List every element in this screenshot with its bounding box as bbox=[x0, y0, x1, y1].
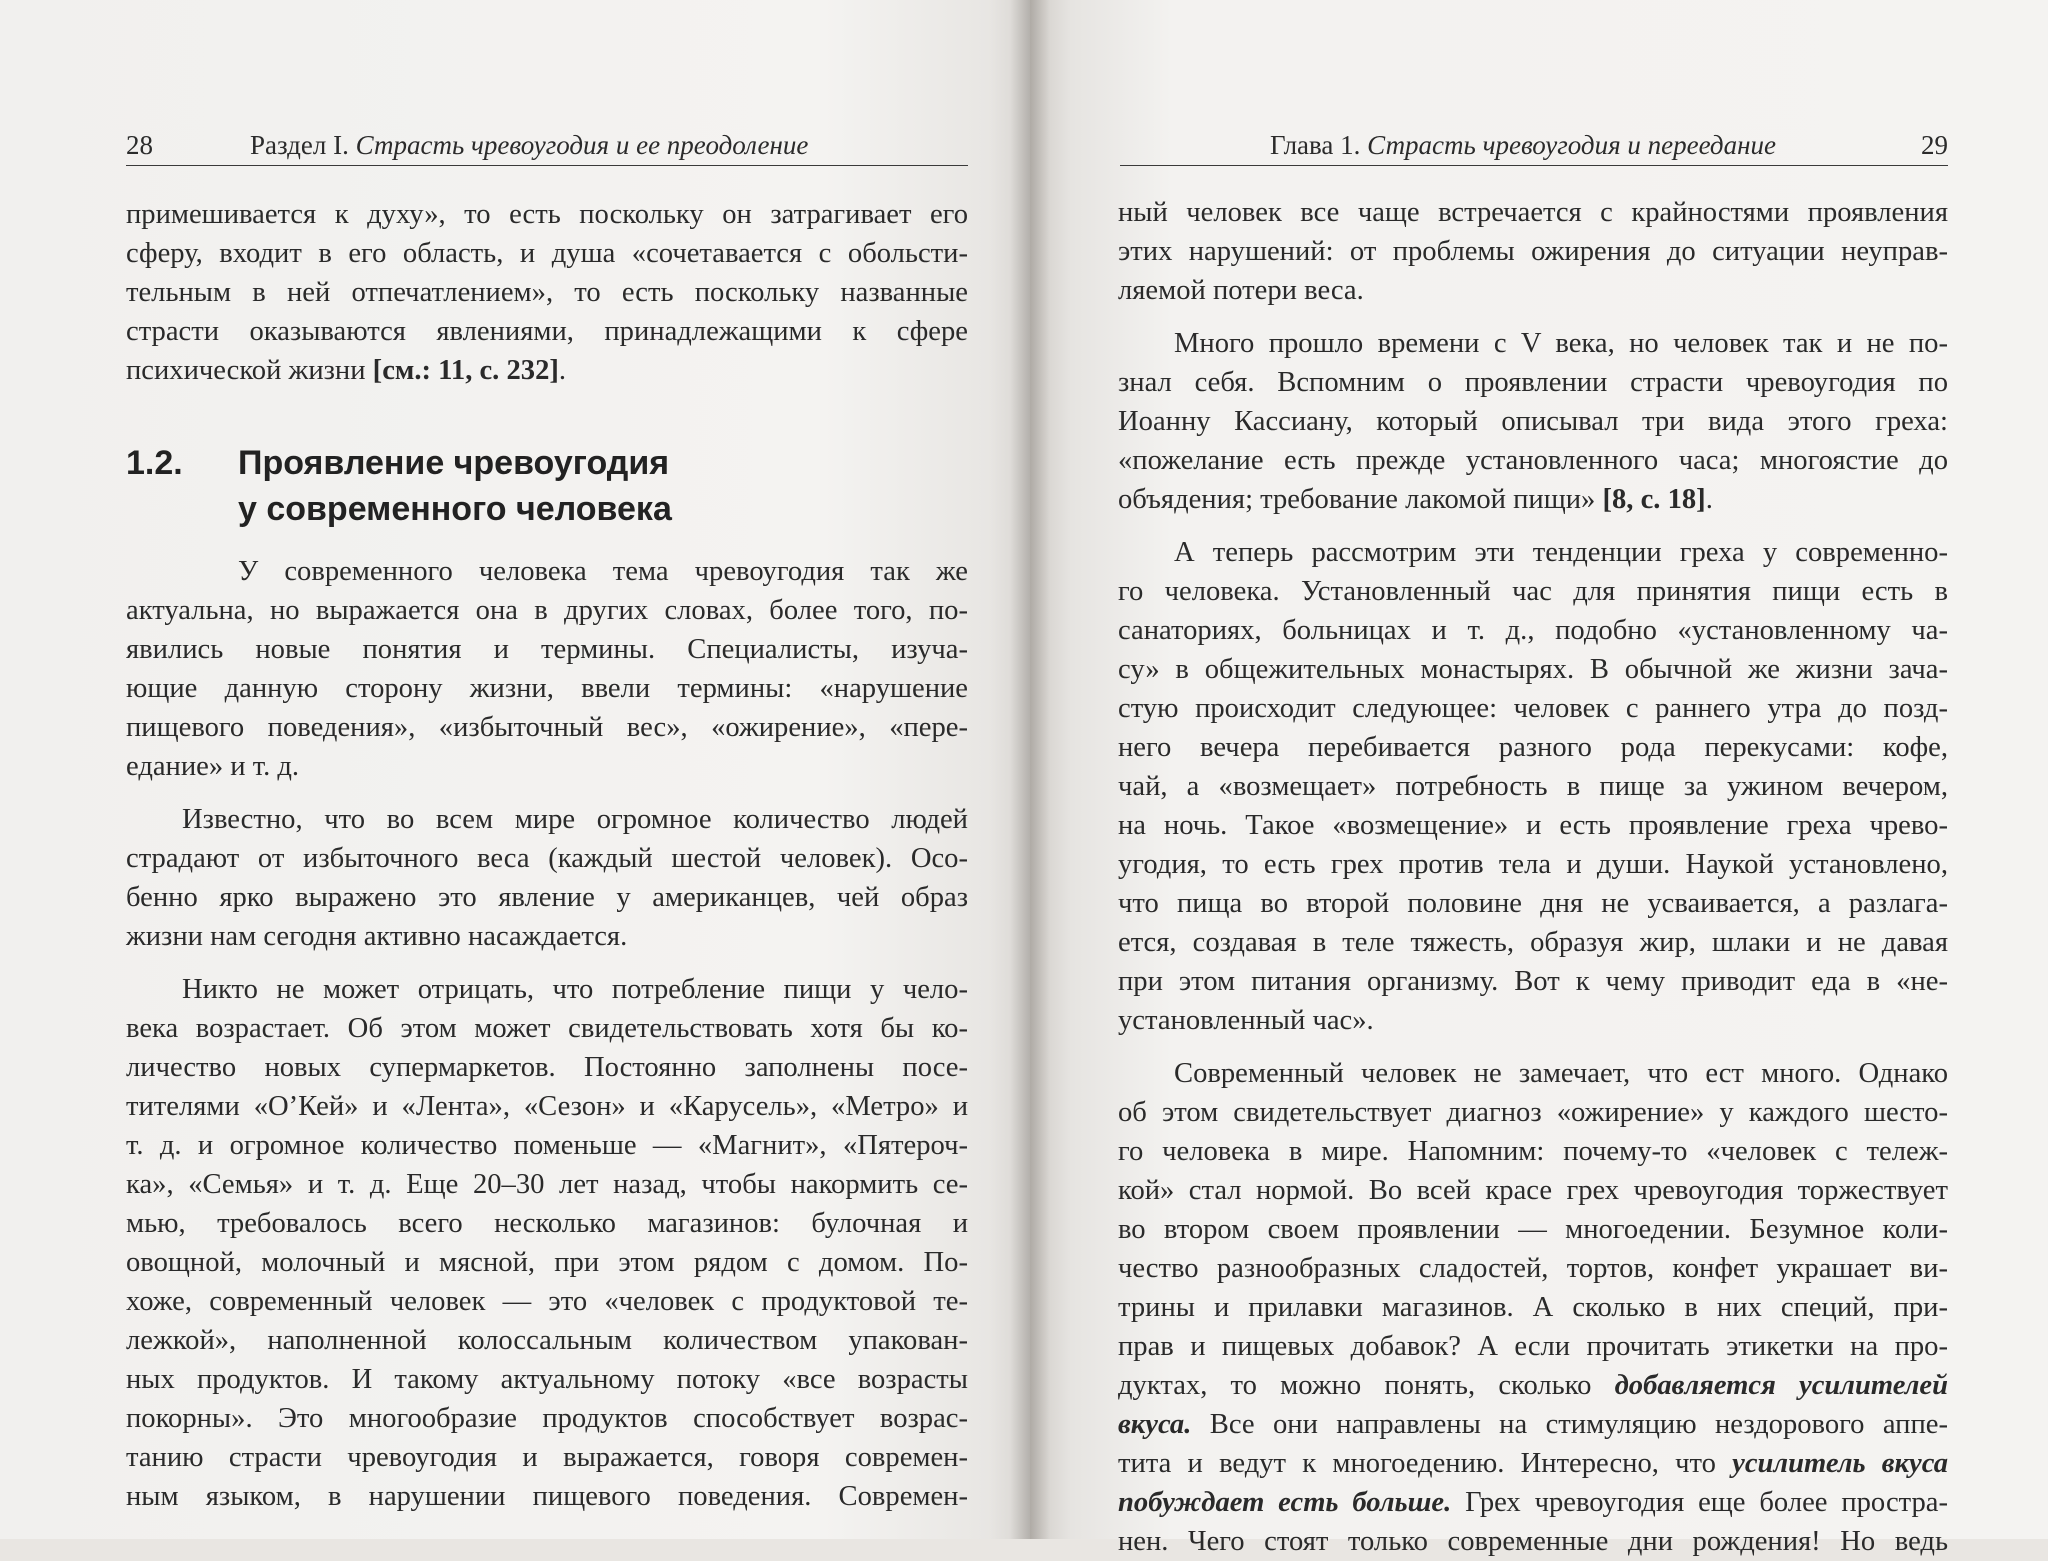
emphasis: побуждает есть больше. bbox=[1118, 1487, 1452, 1518]
text-line: объядения; требование лакомой пищи» [8, с. 18]. bbox=[1118, 484, 1713, 515]
section-title-line: Проявление чревоугодия bbox=[238, 444, 670, 482]
text-line: об этом свидетельствует диагноз «ожирение» у каждого шесто- bbox=[1118, 1097, 1948, 1128]
paragraph bbox=[1118, 1054, 1948, 1561]
text-line: прав и пищевых добавок? А если прочитать этикетки на про- bbox=[1118, 1331, 1948, 1362]
text-line: трины и прилавки магазинов. А сколько в них специй, при- bbox=[1118, 1292, 1948, 1323]
right-running-title: Глава 1. Страсть чревоугодия и переедание bbox=[1270, 130, 1776, 160]
paragraph bbox=[126, 970, 968, 1516]
text-line: при этом питания организму. Вот к чему приводит еда в «не- bbox=[1118, 966, 1948, 997]
text-line: А теперь рассмотрим эти тенденции греха у современно- bbox=[1174, 537, 1948, 568]
left-page-text bbox=[126, 195, 968, 1516]
text-line: установленный час». bbox=[1118, 1005, 1374, 1036]
text-line: ляемой потери веса. bbox=[1118, 275, 1364, 306]
citation: [8, с. 18] bbox=[1602, 484, 1706, 515]
left-running-title: Раздел I. Страсть чревоугодия и ее преодоление bbox=[250, 130, 809, 160]
paragraph bbox=[1118, 533, 1948, 1040]
text-line: едание» и т. д. bbox=[126, 751, 300, 782]
text-line: во втором своем проявлении — многоедении. Безумное коли- bbox=[1118, 1214, 1948, 1245]
text-line: хоже, современный человек — это «человек с продуктовой те- bbox=[126, 1286, 968, 1317]
section-heading bbox=[126, 440, 968, 486]
text-line: танию страсти чревоугодия и выражается, говоря современ- bbox=[126, 1442, 968, 1473]
text-line: побуждает есть больше. Грех чревоугодия еще более простра- bbox=[1118, 1487, 1948, 1518]
left-page-number: 28 bbox=[126, 130, 153, 160]
text-line: чай, а «возмещает» потребность в пище за ужином вечером, bbox=[1118, 771, 1948, 802]
text-line: психической жизни [см.: 11, с. 232]. bbox=[126, 355, 567, 386]
text-line: У современного человека тема чревоугодия так же bbox=[238, 556, 968, 587]
paragraph bbox=[1118, 324, 1948, 519]
text-line: Известно, что во всем мире огромное количество людей bbox=[182, 804, 968, 835]
section-heading-cont bbox=[126, 486, 968, 532]
citation: [см.: 11, с. 232] bbox=[372, 355, 559, 386]
text-line: мью, требовалось всего несколько магазинов: булочная и bbox=[126, 1208, 968, 1239]
paragraph bbox=[126, 552, 968, 786]
text-line: страдают от избыточного веса (каждый шестой человек). Осо- bbox=[126, 843, 968, 874]
paragraph bbox=[1118, 193, 1948, 310]
text-line: су» в общежительных монастырях. В обычной же жизни зача- bbox=[1118, 654, 1948, 685]
right-page-text bbox=[1118, 193, 1948, 1561]
text-line: ным языком, в нарушении пищевого поведения. Современ- bbox=[126, 1481, 968, 1512]
text-line: тита и ведут к многоедению. Интересно, что усилитель вкуса bbox=[1118, 1448, 1948, 1479]
left-running-head bbox=[126, 125, 968, 166]
text-line: Современный человек не замечает, что ест много. Однако bbox=[1174, 1058, 1948, 1089]
text-line: ный человек все чаще встречается с крайностями проявления bbox=[1118, 197, 1948, 228]
text-line: «пожелание есть прежде установленного часа; многоястие до bbox=[1118, 445, 1948, 476]
emphasis: усилитель вкуса bbox=[1732, 1448, 1948, 1479]
text-line: страсти оказываются явлениями, принадлежащими к сфере bbox=[126, 316, 968, 347]
text-line: примешивается к духу», то есть поскольку он затрагивает его bbox=[126, 199, 968, 230]
text-line: Много прошло времени с V века, но человек так и не по- bbox=[1174, 328, 1948, 359]
text-line: покорны». Это многообразие продуктов способствует возрас- bbox=[126, 1403, 968, 1434]
text-line: что пища во второй половине дня не усваивается, а разлага- bbox=[1118, 888, 1948, 919]
text-line: на ночь. Такое «возмещение» и есть проявление греха чрево- bbox=[1118, 810, 1948, 841]
text-line: угодия, то есть грех против тела и души. Наукой установлено, bbox=[1118, 849, 1948, 880]
paragraph bbox=[126, 800, 968, 956]
emphasis: вкуса. bbox=[1118, 1409, 1192, 1440]
text-line: овощной, молочный и мясной, при этом рядом с домом. По- bbox=[126, 1247, 968, 1278]
text-line: кой» стал нормой. Во всей красе грех чревоугодия торжествует bbox=[1118, 1175, 1948, 1206]
text-line: пищевого поведения», «избыточный вес», «ожирение», «пере- bbox=[126, 712, 968, 743]
text-line: чество разнообразных сладостей, тортов, конфет украшает ви- bbox=[1118, 1253, 1948, 1284]
right-running-head bbox=[1120, 125, 1948, 166]
text-line: т. д. и огромное количество поменьше — «Магнит», «Пятероч- bbox=[126, 1130, 968, 1161]
text-line: ных продуктов. И такому актуальному потоку «все возрасты bbox=[126, 1364, 968, 1395]
text-line: ка», «Семья» и т. д. Еще 20–30 лет назад, чтобы накормить се- bbox=[126, 1169, 968, 1200]
paragraph bbox=[126, 195, 968, 390]
text-line: нен. Чего стоят только современные дни рождения! Но ведь bbox=[1118, 1526, 1948, 1557]
text-line: ется, создавая в теле тяжесть, образуя жир, шлаки и не давая bbox=[1118, 927, 1948, 958]
text-line: жизни нам сегодня активно насаждается. bbox=[126, 921, 628, 952]
text-line: века возрастает. Об этом может свидетельствовать хотя бы ко- bbox=[126, 1013, 968, 1044]
text-line: тителями «О’Кей» и «Лента», «Сезон» и «Карусель», «Метро» и bbox=[126, 1091, 968, 1122]
section-title-line: у современного человека bbox=[238, 490, 672, 528]
text-line: него вечера перебивается разного рода перекусами: кофе, bbox=[1118, 732, 1948, 763]
text-line: дуктах, то можно понять, сколько добавляется усилителей bbox=[1118, 1370, 1948, 1401]
right-page-number: 29 bbox=[1921, 130, 1948, 160]
text-line: стую происходит следующее: человек с раннего утра до позд- bbox=[1118, 693, 1948, 724]
text-line: этих нарушений: от проблемы ожирения до ситуации неуправ- bbox=[1118, 236, 1948, 267]
section-number: 1.2. bbox=[126, 444, 183, 482]
text-line: явились новые понятия и термины. Специалисты, изуча- bbox=[126, 634, 968, 665]
text-line: го человека в мире. Напомним: почему-то «человек с тележ- bbox=[1118, 1136, 1948, 1167]
text-line: Иоанну Кассиану, который описывал три вида этого греха: bbox=[1118, 406, 1948, 437]
text-line: Никто не может отрицать, что потребление пищи у чело- bbox=[182, 974, 968, 1005]
text-line: санаториях, больницах и т. д., подобно «установленному ча- bbox=[1118, 615, 1948, 646]
emphasis: добавляется усилителей bbox=[1614, 1370, 1948, 1401]
text-line: тельным в ней отпечатлением», то есть поскольку названные bbox=[126, 277, 968, 308]
text-line: бенно ярко выражено это явление у американцев, чей образ bbox=[126, 882, 968, 913]
text-line: лежкой», наполненной колоссальным количеством упакован- bbox=[126, 1325, 968, 1356]
book-gutter bbox=[1010, 0, 1050, 1539]
text-line: личество новых супермаркетов. Постоянно заполнены посе- bbox=[126, 1052, 968, 1083]
text-line: знал себя. Вспомним о проявлении страсти чревоугодия по bbox=[1118, 367, 1948, 398]
text-line: сферу, входит в его область, и душа «сочетавается с обольсти- bbox=[126, 238, 968, 269]
text-line: го человека. Установленный час для принятия пищи есть в bbox=[1118, 576, 1948, 607]
text-line: вкуса. Все они направлены на стимуляцию нездорового аппе- bbox=[1118, 1409, 1948, 1440]
text-line: актуальна, но выражается она в других словах, более того, по- bbox=[126, 595, 968, 626]
text-line: ющие данную сторону жизни, ввели термины: «нарушение bbox=[126, 673, 968, 704]
